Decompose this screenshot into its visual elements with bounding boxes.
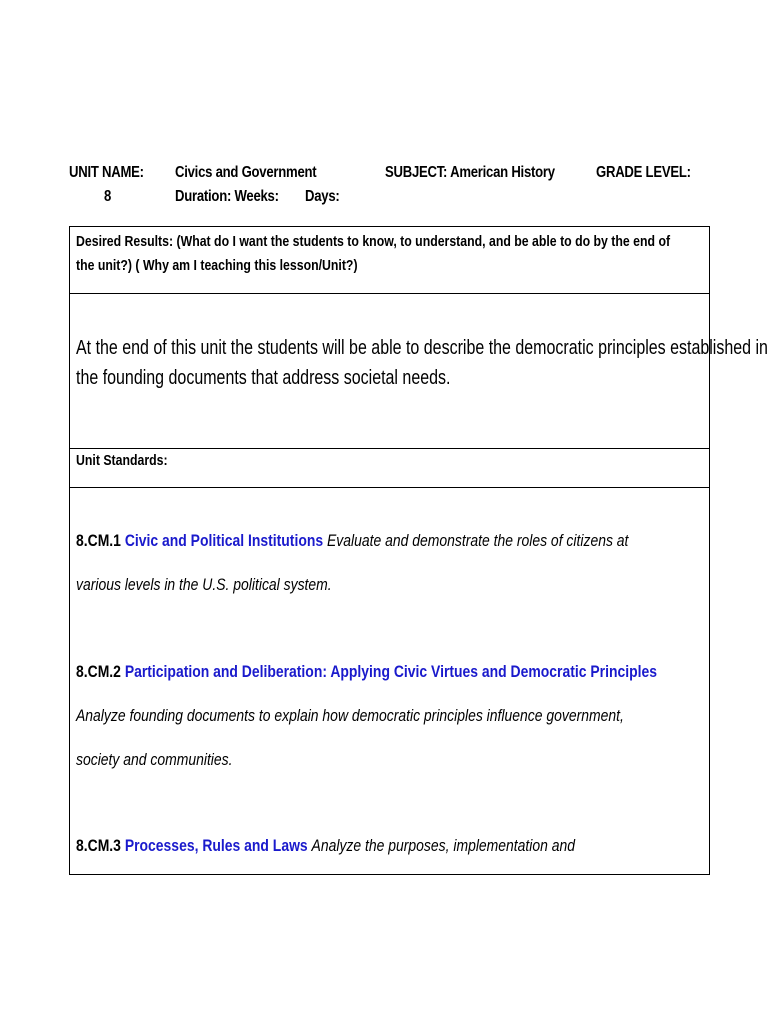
standard-description-line: Analyze founding documents to explain how democratic principles influence government,	[76, 706, 624, 725]
unit-standards-content-cell	[70, 488, 709, 874]
unit-standards-label-cell	[70, 449, 709, 488]
desired-results-prompt-line2: the unit?) ( Why am I teaching this lesson/Unit?)	[76, 257, 358, 274]
unit-standards-label: Unit Standards:	[76, 452, 168, 469]
desired-results-prompt-cell	[70, 227, 709, 294]
standard-title: Processes, Rules and Laws	[124, 836, 308, 855]
desired-results-answer-line1: At the end of this unit the students will be able to describe the democratic principles established in	[76, 337, 768, 359]
desired-results-prompt-line1: Desired Results: (What do I want the students to know, to understand, and be able to do by the end of	[76, 233, 671, 250]
unit-plan-table	[69, 226, 768, 875]
subject-label: SUBJECT: American History	[385, 164, 555, 181]
standard-item	[76, 662, 657, 682]
desired-results-answer-cell	[70, 294, 768, 449]
unit-name-label: UNIT NAME:	[69, 164, 144, 181]
standard-description-inline: Analyze the purposes, implementation and	[311, 836, 576, 855]
standard-description-inline: Evaluate and demonstrate the roles of citizens at	[326, 531, 629, 550]
standard-description-line: various levels in the U.S. political system.	[76, 575, 332, 594]
duration-label: Duration: Weeks:	[175, 188, 279, 205]
standard-item	[76, 836, 575, 856]
standard-title: Participation and Deliberation: Applying Civic Virtues and Democratic Principles	[124, 662, 657, 681]
standard-code: 8.CM.2	[76, 662, 121, 681]
unit-name-value: Civics and Government	[175, 164, 317, 181]
unit-number: 8	[104, 188, 112, 205]
standard-code: 8.CM.3	[76, 836, 121, 855]
standard-title: Civic and Political Institutions	[124, 531, 324, 550]
grade-level-label: GRADE LEVEL:	[596, 164, 691, 181]
standard-description-line: society and communities.	[76, 750, 233, 769]
days-label: Days:	[305, 188, 340, 205]
standard-code: 8.CM.1	[76, 531, 121, 550]
desired-results-answer-line2: the founding documents that address societal needs.	[76, 367, 451, 389]
standard-item	[76, 531, 628, 551]
